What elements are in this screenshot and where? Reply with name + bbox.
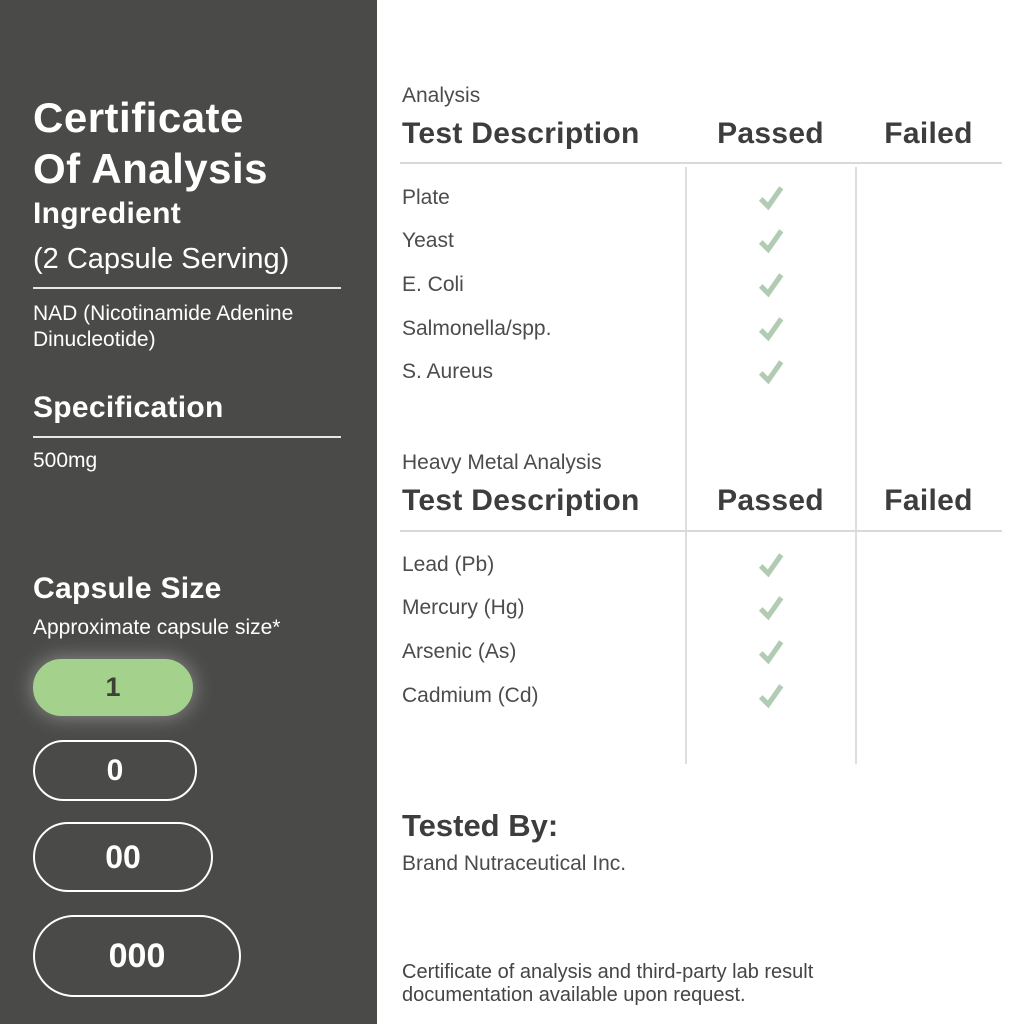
heavy-metal-section-label: Heavy Metal Analysis — [402, 451, 602, 474]
passed-cell — [686, 227, 855, 255]
capsule-size-subheading: Approximate capsule size* — [33, 616, 281, 639]
heavy-metal-header-failed: Failed — [884, 484, 973, 517]
specification-heading: Specification — [33, 391, 224, 424]
table-row — [402, 630, 1002, 674]
table-row — [402, 263, 1002, 307]
analysis-header-rule — [400, 162, 1002, 164]
check-icon — [756, 594, 786, 622]
table-row — [402, 674, 1002, 718]
ingredient-subheading: (2 Capsule Serving) — [33, 243, 290, 275]
check-icon — [756, 315, 786, 343]
check-icon — [756, 551, 786, 579]
analysis-table-rows — [402, 176, 1002, 394]
heavy-metal-header-test-description: Test Description — [402, 484, 640, 517]
page-title-line1: Certificate — [33, 94, 244, 142]
passed-cell — [686, 682, 855, 710]
tested-by-value: Brand Nutraceutical Inc. — [402, 852, 627, 875]
capsule-size-pill-label: 0 — [106, 753, 124, 787]
footer-note: Certificate of analysis and third-party lab result documentation available upon request. — [402, 961, 814, 1006]
capsule-size-pill — [33, 740, 197, 801]
capsule-size-pill-label: 00 — [105, 838, 141, 875]
passed-cell — [686, 594, 855, 622]
analysis-header-test-description: Test Description — [402, 117, 640, 150]
page-title-line2: Of Analysis — [33, 145, 269, 193]
test-name: Plate — [402, 185, 450, 209]
capsule-size-pill — [33, 915, 241, 997]
table-row — [402, 587, 1002, 631]
specification-divider — [33, 436, 341, 438]
test-name: Lead (Pb) — [402, 552, 495, 576]
table-row — [402, 307, 1002, 351]
check-icon — [756, 638, 786, 666]
capsule-size-options — [33, 659, 241, 997]
analysis-section-label: Analysis — [402, 84, 481, 107]
heavy-metal-table-rows — [402, 543, 1002, 717]
failed-cell — [855, 271, 1002, 299]
failed-cell — [855, 594, 1002, 622]
heavy-metal-header-rule — [400, 530, 1002, 532]
test-name: Cadmium (Cd) — [402, 683, 539, 707]
check-icon — [756, 682, 786, 710]
test-name: Arsenic (As) — [402, 639, 517, 663]
heavy-metal-header-passed: Passed — [717, 484, 824, 517]
table-row — [402, 543, 1002, 587]
failed-cell — [855, 315, 1002, 343]
failed-cell — [855, 682, 1002, 710]
ingredient-heading: Ingredient — [33, 197, 182, 230]
analysis-header-failed: Failed — [884, 117, 973, 150]
ingredient-divider — [33, 287, 341, 289]
table-row — [402, 350, 1002, 394]
test-name: E. Coli — [402, 272, 464, 296]
passed-cell — [686, 358, 855, 386]
passed-cell — [686, 315, 855, 343]
ingredient-value: NAD (Nicotinamide Adenine Dinucleotide) — [33, 302, 294, 351]
check-icon — [756, 271, 786, 299]
failed-cell — [855, 551, 1002, 579]
page-title — [33, 92, 268, 194]
passed-cell — [686, 551, 855, 579]
specification-value: 500mg — [33, 449, 98, 472]
passed-cell — [686, 184, 855, 212]
capsule-size-pill — [33, 822, 213, 892]
test-name: Salmonella/spp. — [402, 316, 552, 340]
check-icon — [756, 227, 786, 255]
check-icon — [756, 184, 786, 212]
test-name: Yeast — [402, 229, 454, 253]
analysis-header-passed: Passed — [717, 117, 824, 150]
capsule-size-pill-label: 000 — [108, 936, 166, 975]
table-row — [402, 176, 1002, 220]
failed-cell — [855, 358, 1002, 386]
failed-cell — [855, 184, 1002, 212]
tested-by-heading: Tested By: — [402, 808, 559, 843]
check-icon — [756, 358, 786, 386]
failed-cell — [855, 227, 1002, 255]
capsule-size-heading: Capsule Size — [33, 572, 222, 605]
test-name: S. Aureus — [402, 360, 494, 384]
failed-cell — [855, 638, 1002, 666]
sidebar — [0, 0, 377, 1024]
capsule-size-pill — [33, 659, 193, 716]
table-row — [402, 220, 1002, 264]
passed-cell — [686, 271, 855, 299]
test-name: Mercury (Hg) — [402, 596, 525, 620]
passed-cell — [686, 638, 855, 666]
capsule-size-pill-label: 1 — [105, 672, 121, 702]
